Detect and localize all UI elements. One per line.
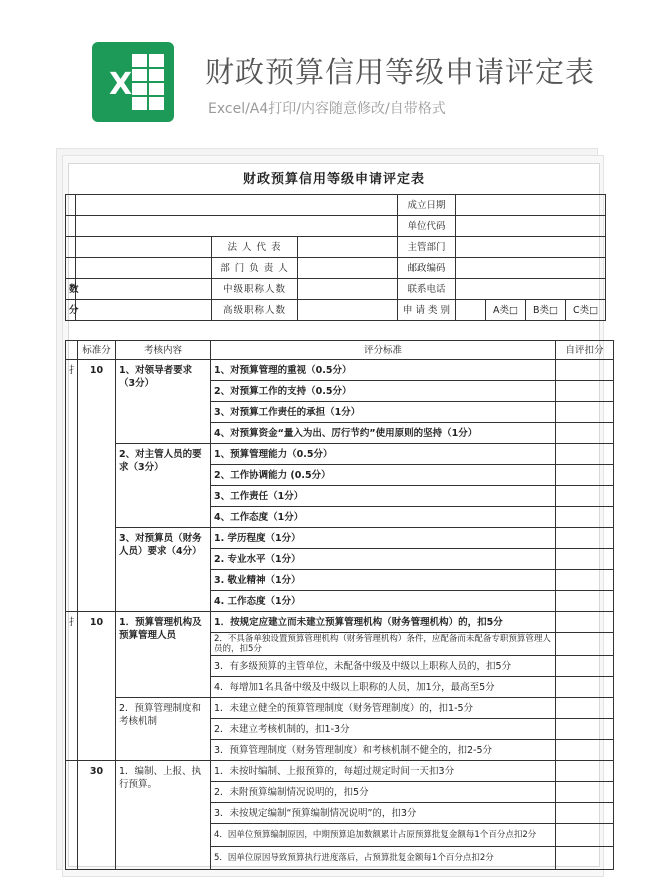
self-score-cell[interactable]: [556, 612, 614, 633]
criteria-item: 4．因单位预算编制原因，中期预算追加数额累计占原预算批复金额每1个百分点扣2分: [211, 824, 556, 847]
criteria-item: 3、对预算工作责任的承担（1分）: [211, 402, 556, 423]
label-supervisor: 主管部门: [398, 237, 456, 258]
criteria-item: 5．因单位原因导致预算执行进度落后，占预算批复金额每1个百分点扣2分: [211, 847, 556, 870]
col-header-self-score: 自评扣分: [556, 341, 614, 360]
row-cut-mark: 扌: [66, 360, 78, 612]
self-score-cell[interactable]: [556, 677, 614, 698]
col-header-score: 标准分: [78, 341, 116, 360]
excel-logo-icon: [92, 42, 174, 122]
option-class-a[interactable]: A类□: [486, 300, 526, 321]
section-content: 2、对主管人员的要求（3分）: [116, 444, 211, 528]
value-mid-staff[interactable]: [298, 279, 398, 300]
col-header-criteria: 评分标准: [211, 341, 556, 360]
criteria-item: 2．未附预算编制情况说明的，扣5分: [211, 782, 556, 803]
criteria-item: 2、对预算工作的支持（0.5分）: [211, 381, 556, 402]
section-score: 10: [78, 360, 116, 612]
criteria-item: 1、预算管理能力（0.5分）: [211, 444, 556, 465]
excel-logo-letter: X: [109, 67, 133, 102]
self-score-cell[interactable]: [556, 381, 614, 402]
criteria-table: [65, 340, 614, 870]
criteria-item: 4、对预算资金“量入为出、厉行节约”使用原则的坚持（1分）: [211, 423, 556, 444]
criteria-item: 4、工作态度（1分）: [211, 507, 556, 528]
value-unit-code[interactable]: [456, 216, 606, 237]
label-dept-head: 部 门 负 责 人: [212, 258, 298, 279]
criteria-item: 1．未按时编制、上报预算的，每超过规定时间一天扣3分: [211, 761, 556, 782]
criteria-item: 2．不具备单独设置预算管理机构（财务管理机构）条件，应配备而未配备专职预算管理人员的，扣5分: [211, 633, 556, 656]
self-score-cell[interactable]: [556, 740, 614, 761]
criteria-item: 3．预算管理制度（财务管理制度）和考核机制不健全的，扣2-5分: [211, 740, 556, 761]
self-score-cell[interactable]: [556, 698, 614, 719]
self-score-cell[interactable]: [556, 633, 614, 656]
label-unit-code: 单位代码: [398, 216, 456, 237]
label-senior-staff: 高级职称人数: [212, 300, 298, 321]
row-cut-mark: 扌: [66, 612, 78, 761]
criteria-item: 1．未建立健全的预算管理制度（财务管理制度）的，扣1-5分: [211, 698, 556, 719]
value-postcode[interactable]: [456, 258, 606, 279]
self-score-cell[interactable]: [556, 402, 614, 423]
self-score-cell[interactable]: [556, 719, 614, 740]
info-table: [65, 194, 606, 321]
criteria-item: 4．每增加1名具备中级及中级以上职称的人员，加1分，最高至5分: [211, 677, 556, 698]
label-founded: 成立日期: [398, 195, 456, 216]
self-score-cell[interactable]: [556, 360, 614, 381]
label-legal-rep: 法 人 代 表: [212, 237, 298, 258]
value-senior-staff[interactable]: [298, 300, 398, 321]
self-score-cell[interactable]: [556, 824, 614, 847]
criteria-item: 3. 敬业精神（1分）: [211, 570, 556, 591]
label-apply-type: 申 请 类 别: [398, 300, 456, 321]
section-content: 1．预算管理机构及预算管理人员: [116, 612, 211, 698]
document-preview: [68, 163, 604, 867]
criteria-item: 1、对预算管理的重视（0.5分）: [211, 360, 556, 381]
page-title: 财政预算信用等级申请评定表: [205, 55, 596, 89]
col-header-content: 考核内容: [116, 341, 211, 360]
label-phone: 联系电话: [398, 279, 456, 300]
self-score-cell[interactable]: [556, 761, 614, 782]
criteria-item: 4. 工作态度（1分）: [211, 591, 556, 612]
value-legal-rep[interactable]: [298, 237, 398, 258]
label-postcode: 邮政编码: [398, 258, 456, 279]
self-score-cell[interactable]: [556, 549, 614, 570]
criteria-item: 2、工作协调能力 (0.5分）: [211, 465, 556, 486]
self-score-cell[interactable]: [556, 782, 614, 803]
section-content: 3、对预算员（财务人员）要求（4分）: [116, 528, 211, 612]
value-phone[interactable]: [456, 279, 606, 300]
criteria-item: 2. 专业水平（1分）: [211, 549, 556, 570]
left-cut-label: 数: [66, 279, 76, 300]
criteria-item: 3．有多级预算的主管单位，未配备中级及中级以上职称人员的，扣5分: [211, 656, 556, 677]
section-score: 30: [78, 761, 116, 870]
self-score-cell[interactable]: [556, 528, 614, 549]
self-score-cell[interactable]: [556, 570, 614, 591]
criteria-item: 1．按规定应建立而未建立预算管理机构（财务管理机构）的，扣5分: [211, 612, 556, 633]
value-supervisor[interactable]: [456, 237, 606, 258]
criteria-item: 3．未按规定编制“预算编制情况说明”的，扣3分: [211, 803, 556, 824]
option-class-b[interactable]: B类□: [526, 300, 566, 321]
self-score-cell[interactable]: [556, 423, 614, 444]
self-score-cell[interactable]: [556, 465, 614, 486]
option-class-c[interactable]: C类□: [566, 300, 606, 321]
self-score-cell[interactable]: [556, 507, 614, 528]
value-founded[interactable]: [456, 195, 606, 216]
section-content: 1、对领导者要求（3分）: [116, 360, 211, 444]
self-score-cell[interactable]: [556, 656, 614, 677]
self-score-cell[interactable]: [556, 444, 614, 465]
self-score-cell[interactable]: [556, 591, 614, 612]
section-content: 1．编制、上报、执行预算。: [116, 761, 211, 870]
label-mid-staff: 中级职称人数: [212, 279, 298, 300]
criteria-item: 2．未建立考核机制的，扣1-3分: [211, 719, 556, 740]
section-content: 2．预算管理制度和考核机制: [116, 698, 211, 761]
section-score: 10: [78, 612, 116, 761]
self-score-cell[interactable]: [556, 803, 614, 824]
criteria-item: 3、工作责任（1分）: [211, 486, 556, 507]
value-dept-head[interactable]: [298, 258, 398, 279]
self-score-cell[interactable]: [556, 486, 614, 507]
self-score-cell[interactable]: [556, 847, 614, 870]
document-title: 财政预算信用等级申请评定表: [242, 172, 425, 187]
criteria-item: 1. 学历程度（1分）: [211, 528, 556, 549]
left-cut-label: 分: [66, 300, 76, 321]
page-subtitle: Excel/A4打印/内容随意修改/自带格式: [208, 101, 446, 117]
